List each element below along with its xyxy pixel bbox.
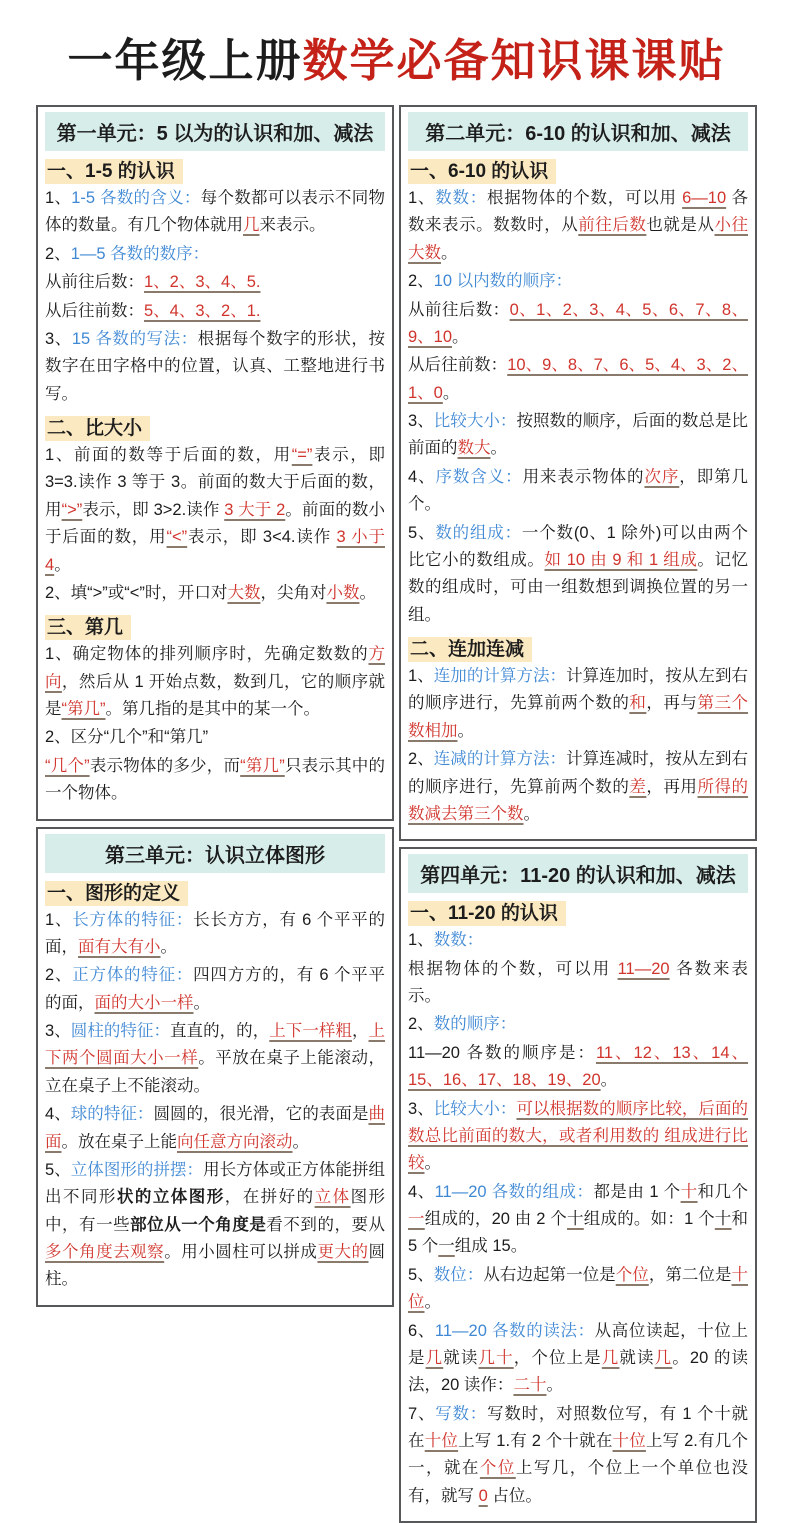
body-text: 一个数(0、1 除外)可以由两个比它小的数组成。 [408,523,748,569]
paragraph [45,1101,385,1156]
body-text: 来表示。 [259,216,326,235]
body-text: 。 [546,1376,563,1395]
key-phrase-red: 5、4、3、2、1. [144,301,261,320]
section-heading-label: 一、6-10 的认识 [408,159,556,184]
key-phrase-red: 3 大于 2 [224,500,286,519]
body-text: 1、 [408,189,436,207]
section-heading-label: 一、1-5 的认识 [45,159,183,184]
body-text: ，第二位是 [648,1265,732,1284]
body-text: 3、 [408,412,434,430]
body-text: 一些 [96,1215,131,1234]
term-label: 数数： [433,931,484,950]
term-label: 15 各数的写法： [71,329,198,348]
body-text: 从后往前数： [408,356,508,375]
key-phrase-red: 大数 [227,583,261,602]
term-label: 1—5 各数的数序： [70,244,210,263]
body-text: 4、 [408,467,436,486]
body-text: 组成的。如：1 个 [583,1210,715,1228]
body-text: 6、 [408,1321,435,1340]
key-phrase-red: 所得的数减去第三个数 [408,777,749,823]
body-text: 4、 [408,1182,435,1201]
paragraph [408,956,748,1011]
body-text: 2、 [408,272,434,291]
body-text: 看不到的，要从 [266,1215,386,1234]
body-text: 2、 [408,1015,434,1034]
key-phrase-red: 面有大有小 [78,937,161,956]
key-phrase-red: 1、2、3、4、5. [144,273,261,292]
body-text: 。记忆数的组成时，可由一组数想到调换位置的另一组。 [408,550,749,624]
unit-header: 第四单元：11-20 的认识和加、减法 [408,854,748,893]
term-label: 11—20 各数的读法： [434,1321,595,1340]
body-text: 1、 [408,931,434,950]
body-text: 3、 [45,1022,71,1040]
body-text: 表示，即 3>2.读作 [82,500,225,519]
body-text: 表示，即 3=3.读作 3 等于 3。前面的数大于后面的数，用 [45,446,386,519]
key-phrase-red: “>” [61,500,83,519]
unit-header: 第二单元：6-10 的认识和加、减法 [408,112,748,151]
term-label: 11—20 各数的组成： [434,1182,594,1201]
section-heading [408,156,748,183]
body-text: 按照数的顺序，后面的数总是比前面的 [408,412,748,458]
body-text: 用长方体或正方体能拼组出不同形 [45,1160,386,1207]
key-phrase-red: 向任意方向滚动 [177,1132,293,1151]
paragraph [408,1040,748,1095]
paragraph [45,907,385,962]
paragraph [408,464,748,519]
body-text: 各数来表示。 [408,959,748,1005]
paragraph [408,746,748,828]
body-text: 从前往后数： [408,300,510,319]
key-phrase-red: 可以根据数的顺序比较，后面的数总比前面的数大，或者利用数的 组成进行比较 [408,1099,748,1173]
body-text: 上写 1.有 2 个十就在 [458,1432,613,1450]
body-text: 1、 [45,189,72,207]
unit-header: 第一单元：5 以为的认识和加、减法 [45,112,385,151]
body-text: 3、 [45,329,72,348]
paragraph [408,927,748,954]
body-text: 1、 [408,667,434,685]
body-text: 2、区分“几个”和“第几” [45,728,209,747]
key-phrase-red: 小数 [326,583,360,602]
body-text: 和 5 个 [408,1210,749,1256]
paragraph [45,442,385,579]
body-text: 四四方方的，有 6 个平平的面， [45,966,386,1012]
term-label: 数的组成： [435,523,522,542]
paragraph [45,641,385,723]
paragraph [45,724,385,751]
section-heading [45,878,385,905]
key-phrase-red: 6—10 [682,189,727,207]
body-text: 5、 [45,1160,71,1179]
body-text: ，再与 [646,694,698,713]
body-text: ，在拼好的 [224,1188,315,1207]
key-phrase-red: 个位 [479,1459,516,1478]
key-phrase-red: 多个角度去观察 [45,1243,165,1261]
key-phrase-red: 第三个数相加 [408,694,749,740]
body-text: 计算连加时，按从左到右的顺序进行，先算前两个数的 [408,667,749,713]
paragraph [45,269,385,296]
paragraph [408,1011,748,1038]
paragraph [408,520,748,630]
underlined-text: 十 [714,1210,732,1228]
body-text: 。第几指的是其中的某一个。 [105,700,320,718]
key-phrase-red: “<” [166,528,188,547]
body-text: 。 [424,1154,441,1173]
body-text: 上写几，个位上一个单位也没有，就写 [408,1459,749,1505]
key-phrase-red: 方向 [45,645,385,691]
section-heading [45,156,385,183]
body-text: ，尖角对 [260,583,327,602]
body-text: 圆圆的，很光滑，它的表面是 [153,1105,369,1124]
section-heading-label: 二、连加连减 [408,637,532,662]
paragraph [408,663,748,745]
section-heading [408,898,748,925]
right-column [399,105,757,1523]
key-phrase-red: 如 10 由 9 和 1 组成 [544,550,698,569]
body-text: 各数来表示。数数时，从 [408,189,748,235]
body-text: 和几个 [697,1182,748,1201]
body-text: 5、 [408,523,436,542]
body-text: 。 [424,1293,441,1312]
body-text: 从高位读起，十位上是 [408,1321,748,1367]
term-label: 序数含义： [435,467,523,486]
paragraph [408,408,748,463]
key-phrase-red: 0 [478,1486,488,1505]
term-label: 数的顺序： [433,1015,517,1034]
paragraph [45,753,385,808]
key-phrase-red: 几 [425,1348,444,1367]
term-label: 正方体的特征： [72,966,194,985]
section-heading-label: 三、第几 [45,615,131,640]
body-text: 3、 [408,1099,434,1118]
body-text: 。用小圆柱可以拼成 [164,1243,318,1261]
key-phrase-red: 十 [680,1182,698,1201]
paragraph [45,962,385,1017]
body-text: 组成 15。 [454,1237,528,1256]
key-phrase-red: 几十 [478,1348,514,1367]
body-text: 写数时，对照数位写，有 1 个十就在 [408,1404,748,1450]
page-title-red: 数学必备知识课课贴 [302,36,726,86]
paragraph [45,1157,385,1294]
body-text: 。放在桌子上能 [61,1132,177,1151]
term-label: 球的特征： [70,1105,154,1124]
key-phrase-red: 二十 [513,1376,547,1395]
underlined-text: 一 [438,1237,455,1256]
key-phrase-red: “第几” [61,700,106,718]
body-text: 2、填“>”或“<”时，开口对 [45,583,228,602]
body-text: 直直的，的， [170,1022,270,1040]
paragraph [408,1179,748,1261]
page-title [0,24,793,89]
body-text: 表示物体的多少，而 [89,756,241,775]
section-heading [408,634,748,661]
body-text: 1、前面的数等于后面的数，用 [45,446,292,464]
body-text: 。 [600,1071,618,1090]
term-label: 连加的计算方法： [433,667,567,685]
body-text: 。 [442,383,460,402]
term-label: 1-5 各数的含义： [71,189,201,207]
key-phrase-red: 和 [629,694,647,713]
paragraph [45,326,385,408]
body-text: 。20 的读法，20 读作： [408,1348,749,1395]
body-text: 就读 [619,1348,655,1367]
key-phrase-red: “=” [291,446,313,464]
body-text: 也就是从 [646,216,715,235]
body-text: 。 [452,327,469,346]
body-text: 。 [523,804,540,823]
section-heading [45,413,385,440]
term-label: 写数： [435,1404,488,1423]
paragraph [408,268,748,295]
key-phrase-red: 立体 [314,1188,351,1207]
key-phrase-red: 次序 [644,467,680,486]
body-text: 图形中，有 [45,1188,386,1234]
paragraph [408,297,748,352]
key-phrase-red: 更大的 [317,1243,369,1261]
section-heading [45,612,385,639]
paragraph [408,1096,748,1178]
unit-box [36,105,394,821]
body-text: 。前面的数小于后面的数，用 [45,500,385,547]
body-text: 计算连减时，按从左到右的顺序进行，先算前两个数的 [408,750,749,796]
body-text: 长长方方，有 6 个平平的面， [45,910,386,956]
term-label: 长方体的特征： [72,910,194,929]
paragraph [408,185,748,267]
body-text: ，即第几个。 [408,467,749,514]
key-phrase-red: 几 [601,1348,620,1367]
body-text: 从后往前数： [45,301,144,320]
paragraph [45,1018,385,1100]
content-columns [0,105,793,1523]
key-phrase-red: 面的大小一样 [94,993,194,1012]
body-text: 占位。 [487,1486,542,1505]
body-text: ，个位上是 [513,1348,602,1367]
left-column [36,105,394,1307]
body-text: ， [351,1022,369,1040]
body-text: 圆柱。 [45,1243,386,1289]
key-phrase-red: 差 [629,777,647,796]
key-phrase-red: 几 [654,1348,673,1367]
key-phrase-red: 十位 [424,1432,459,1450]
body-text: ，再用 [646,777,698,796]
body-text: 。 [292,1132,309,1151]
key-phrase-red: 几 [243,216,260,235]
key-phrase-red: 一 [408,1210,425,1228]
key-phrase-red: “几个” [45,756,90,775]
term-label: 比较大小： [433,1099,517,1118]
body-text: 4、 [45,1105,71,1124]
unit-box [36,827,394,1307]
section-heading-label: 一、11-20 的认识 [408,901,566,926]
body-text: 用来表示物体的 [522,467,645,486]
key-phrase-red: 曲面 [45,1105,385,1151]
paragraph [408,1318,748,1400]
key-phrase-red: 11—20 [617,959,670,978]
section-heading-label: 一、图形的定义 [45,881,188,906]
term-label: 比较大小： [433,412,517,430]
key-phrase-red: 十位 [612,1432,646,1450]
body-text: 根据物体的个数，可以用 [486,189,683,207]
underlined-text: 十 [567,1210,584,1228]
key-phrase-red: 小往大数 [408,216,749,262]
key-phrase-red: 11、12、13、14、15、16、17、18、19、20 [408,1043,749,1090]
key-phrase-red: 上下两个圆面大小一样 [45,1022,386,1068]
paragraph [45,298,385,325]
body-text: 表示，即 3<4.读作 [187,528,337,547]
body-text: 。 [490,439,507,458]
body-text: 都是由 1 个 [593,1182,681,1201]
paragraph [45,580,385,607]
key-phrase-red: 10、9、8、7、6、5、4、3、2、1、0 [408,356,749,402]
paragraph [45,241,385,268]
body-text: 。 [160,937,177,956]
bold-text: 状的立体图形 [116,1188,225,1207]
body-text: 2、 [45,244,71,263]
paragraph [45,185,385,240]
term-label: 数数： [435,189,487,207]
body-text: 。 [359,583,376,602]
key-phrase-red: 数大 [457,439,491,458]
body-text: 就读 [443,1348,479,1367]
section-heading-label: 二、比大小 [45,416,150,441]
body-text: 根据物体的个数，可以用 [408,959,618,978]
body-text: 7、 [408,1404,436,1423]
body-text: 。 [441,243,458,262]
key-phrase-red: 个位 [615,1265,649,1284]
body-text: 从右边起第一位是 [483,1265,616,1284]
body-text: 2、 [45,966,73,985]
body-text: 。 [193,993,210,1012]
body-text: 。 [457,721,474,740]
page-title-black: 一年级上册 [67,36,303,86]
key-phrase-red: 0、1、2、3、4、5、6、7、8、9、10 [408,300,749,346]
term-label: 10 以内数的顺序： [433,272,573,291]
body-text: ，然后从 1 开始点数，数到几，它的顺序就是 [45,672,386,718]
body-text: 11—20 各数的顺序是： [408,1043,596,1062]
body-text: 5、 [408,1265,434,1284]
bold-text: 部位从一个角度是 [130,1215,267,1234]
key-phrase-red: 3 小于 4 [45,528,385,574]
unit-box [399,105,757,841]
term-label: 连减的计算方法： [433,750,567,769]
paragraph [408,1401,748,1511]
unit-box [399,847,757,1523]
body-text: 只表示其中的一个物体。 [45,756,385,803]
body-text: 。平放在桌子上能滚动，立在桌子上不能滚动。 [45,1049,386,1095]
key-phrase-red: 上下一样粗 [269,1022,352,1040]
body-text: 2、 [408,750,434,769]
key-phrase-red: 十位 [408,1265,749,1312]
key-phrase-red: 前往后数 [578,216,647,235]
body-text: 根据每个数字的形状，按数字在田字格中的位置，认真、工整地进行书写。 [45,329,386,403]
body-text: 从前往后数： [45,273,144,292]
body-text: 上写 2.有几个一，就在 [408,1432,748,1478]
body-text: 1、确定物体的排列顺序时，先确定数数的 [45,645,369,664]
paragraph [408,1262,748,1317]
unit-header: 第三单元：认识立体图形 [45,834,385,873]
body-text: 组成的，20 由 2 个 [424,1210,568,1228]
term-label: 立体图形的拼摆： [70,1160,204,1179]
paragraph [408,352,748,407]
body-text: 1、 [45,910,73,929]
key-phrase-red: “第几” [240,756,285,775]
body-text: 每个数都可以表示不同物体的数量。有几个物体就用 [45,189,386,235]
term-label: 圆柱的特征： [70,1022,171,1040]
body-text: 。 [54,555,71,574]
term-label: 数位： [433,1265,484,1284]
